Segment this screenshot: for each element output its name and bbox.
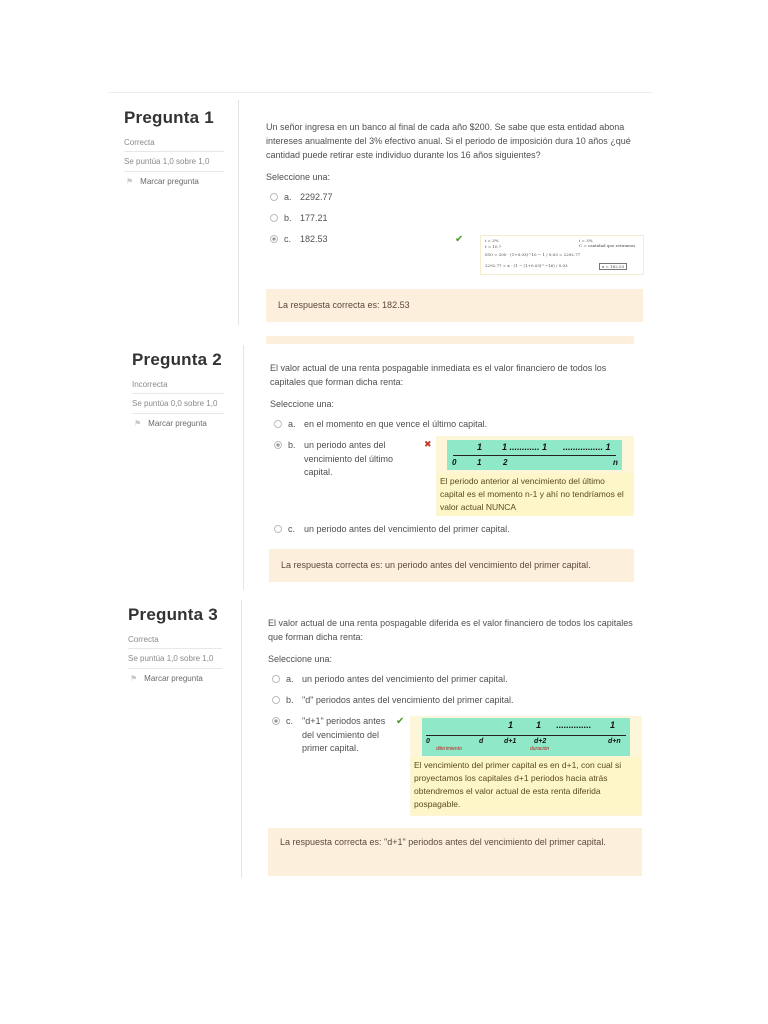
timeline-line: [426, 735, 626, 736]
question-2-info: [132, 350, 224, 428]
option-text: un periodo antes del vencimiento del primer capital.: [304, 523, 510, 534]
timeline-top-label: 1: [610, 720, 616, 730]
radio-b[interactable]: [270, 214, 278, 222]
flag-icon: ⚑: [134, 419, 142, 428]
flag-question-button[interactable]: [124, 177, 224, 186]
option-text: 177.21: [300, 213, 328, 223]
question-text: Un señor ingresa en un banco al final de cada año $200. Se sabe que esta entidad abona intereses anualmente del 3% efectivo anual. Si el periodo de imposición dura 10 años ¿qué cantidad puede retirar este individuo durante los 16 años siguientes?: [266, 122, 631, 160]
option-b[interactable]: [266, 212, 646, 224]
question-3-divider: [241, 600, 242, 878]
formula-line: t = 10 ?: [485, 244, 502, 249]
select-label: Seleccione una:: [268, 654, 333, 664]
feedback-formula-image: [480, 235, 644, 275]
question-3-info: [128, 605, 222, 683]
flag-question-button[interactable]: [128, 674, 222, 683]
timeline-top-label: 1: [477, 442, 483, 452]
option-letter: b.: [284, 213, 292, 223]
flag-label: Marcar pregunta: [144, 674, 203, 683]
question-title: Pregunta 1: [124, 108, 214, 127]
flag-icon: ⚑: [126, 177, 134, 186]
timeline-bottom-label: d+1: [504, 738, 517, 745]
option-a[interactable]: [266, 191, 646, 203]
incorrect-cross-icon: ✖: [424, 439, 432, 449]
timeline-image: [447, 440, 622, 470]
flag-label: Marcar pregunta: [140, 177, 199, 186]
timeline-bottom-label: 0: [452, 458, 457, 467]
option-a[interactable]: [270, 418, 640, 430]
formula-result: x = 182.53: [599, 263, 627, 270]
question-text: El valor actual de una renta pospagable diferida es el valor financiero de todos los capitales que forman dicha renta:: [268, 618, 633, 642]
option-letter: a.: [288, 419, 296, 429]
question-1-divider: [238, 100, 239, 325]
timeline-top-label: 1 ............ 1: [502, 442, 548, 452]
flag-question-button[interactable]: [132, 419, 224, 428]
next-box-strip: [266, 336, 634, 344]
correct-answer-box: La respuesta correcta es: "d+1" periodos antes del vencimiento del primer capital.: [268, 828, 642, 876]
radio-a[interactable]: [274, 420, 282, 428]
radio-c[interactable]: [274, 525, 282, 533]
option-text: un periodo antes del vencimiento del primer capital.: [302, 674, 508, 684]
option-letter: c.: [286, 716, 294, 726]
formula-line: C = cantidad que retiramos: [579, 243, 636, 248]
formula-line: i = 3%: [485, 238, 499, 243]
top-divider: [108, 92, 653, 93]
question-1-content: [266, 120, 646, 245]
radio-a[interactable]: [270, 193, 278, 201]
correct-check-icon: ✔: [396, 716, 405, 727]
question-2-divider: [243, 345, 244, 590]
question-state: Correcta: [128, 635, 159, 644]
feedback-text: El periodo anterior al vencimiento del último capital es el momento n-1 y ahí no tendríamos el valor actual NUNCA: [437, 473, 633, 516]
correct-check-icon: ✔: [455, 234, 464, 245]
timeline-bottom-label: n: [613, 458, 618, 467]
timeline-bottom-label: 1: [477, 458, 482, 467]
timeline-image: [422, 718, 630, 756]
formula-line: i = 3%: [579, 238, 593, 243]
option-text: un periodo antes del vencimiento del último capital.: [304, 440, 394, 477]
select-label: Seleccione una:: [270, 399, 335, 409]
option-a[interactable]: [268, 673, 640, 685]
question-grade: Se puntúa 1,0 sobre 1,0: [128, 648, 222, 669]
option-text: "d" periodos antes del vencimiento del primer capital.: [302, 695, 514, 705]
option-text: 2292.77: [300, 192, 333, 202]
question-title: Pregunta 2: [132, 350, 222, 369]
question-text: El valor actual de una renta pospagable inmediata es el valor financiero de todos los capitales que forman dicha renta:: [270, 363, 607, 387]
timeline-top-label: ................ 1: [563, 442, 611, 452]
option-b[interactable]: [270, 439, 400, 480]
timeline-top-label: ..............: [556, 720, 592, 730]
question-state: Incorrecta: [132, 380, 168, 389]
option-letter: b.: [288, 440, 296, 450]
option-text: en el momento en que vence el último capital.: [304, 419, 488, 429]
question-grade: Se puntúa 0,0 sobre 1,0: [132, 393, 224, 414]
correct-answer-box: La respuesta correcta es: un periodo antes del vencimiento del primer capital.: [269, 549, 634, 582]
timeline-bottom-label: 2: [503, 458, 508, 467]
formula-line: 2292.77 = x · (1 − (1+0.03)^−16) / 0.03: [485, 263, 568, 268]
timeline-bottom-label: d+2: [534, 738, 547, 745]
flag-label: Marcar pregunta: [148, 419, 207, 428]
select-label: Seleccione una:: [266, 172, 331, 182]
timeline-period-label: diferimiento: [436, 746, 462, 752]
option-letter: c.: [284, 234, 292, 244]
timeline-bottom-label: d+n: [608, 738, 621, 745]
question-title: Pregunta 3: [128, 605, 218, 624]
timeline-period-label: duración: [530, 746, 550, 752]
option-b[interactable]: [268, 694, 640, 706]
radio-a[interactable]: [272, 675, 280, 683]
timeline-top-label: 1: [536, 720, 542, 730]
question-1-info: [124, 108, 224, 186]
timeline-bottom-label: 0: [426, 738, 430, 745]
radio-b[interactable]: [272, 696, 280, 704]
feedback-text: El vencimiento del primer capital es en d+1, con cual si proyectamos los capitales d+1 periodos hacia atrás obtendremos el valor actual de esta renta diferida pospagable.: [411, 757, 641, 815]
question-state: Correcta: [124, 138, 155, 147]
option-letter: c.: [288, 523, 296, 534]
option-c[interactable]: [268, 715, 396, 756]
flag-icon: ⚑: [130, 674, 138, 683]
radio-c-selected[interactable]: [270, 235, 278, 243]
radio-c-selected[interactable]: [272, 717, 280, 725]
option-text: "d+1" periodos antes del vencimiento del primer capital.: [302, 716, 386, 753]
timeline-top-label: 1: [508, 720, 514, 730]
option-letter: a.: [284, 192, 292, 202]
option-text: 182.53: [300, 234, 328, 244]
option-c[interactable]: [270, 523, 640, 535]
option-letter: a.: [286, 674, 294, 684]
formula-line: S10 = 200 · (1+0.03)^10 − 1 / 0.03 = 2292.77: [485, 252, 581, 257]
timeline-bottom-label: d: [479, 738, 484, 745]
timeline-line: [453, 455, 616, 456]
correct-answer-box: La respuesta correcta es: 182.53: [266, 289, 643, 322]
option-letter: b.: [286, 695, 294, 705]
radio-b-selected[interactable]: [274, 441, 282, 449]
question-grade: Se puntúa 1,0 sobre 1,0: [124, 151, 224, 172]
